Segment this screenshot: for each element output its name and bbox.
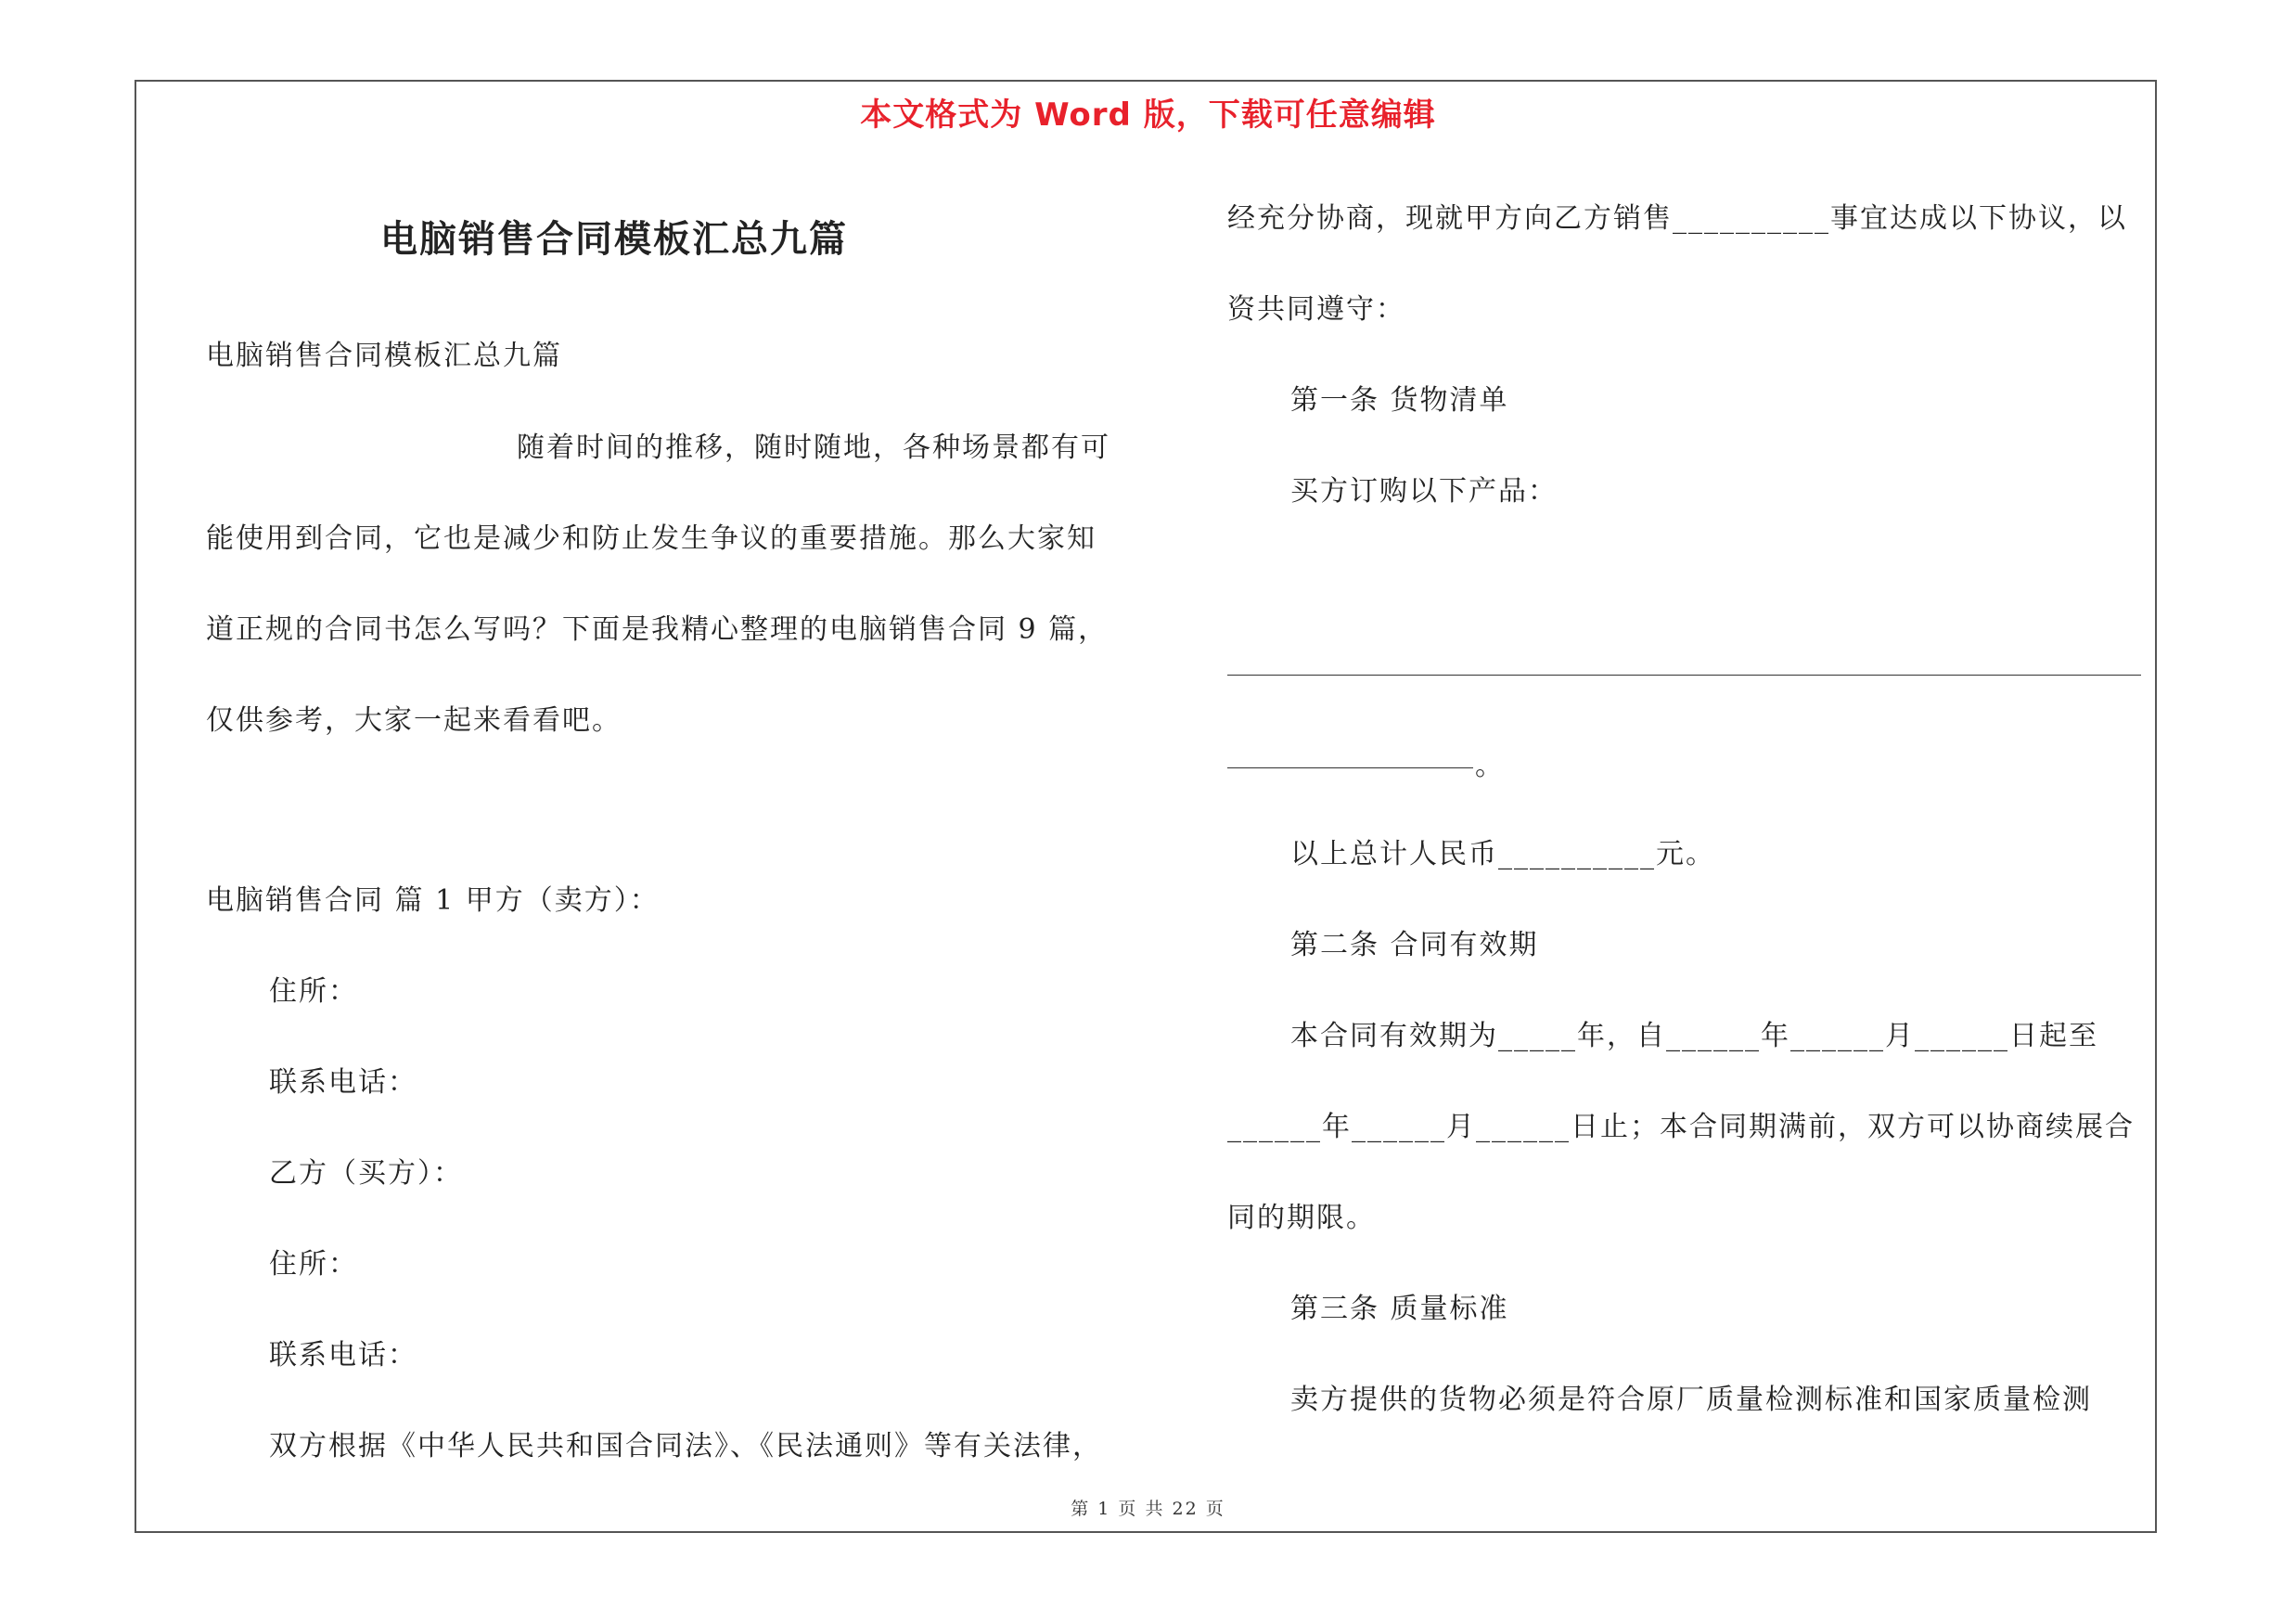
paragraph-line: 同的期限。	[1227, 1202, 1376, 1234]
clause-heading: 第一条 货物清单	[1290, 384, 1509, 417]
blank-line-end-mark: 。	[1475, 750, 1503, 782]
blank-fill-line	[1227, 675, 2141, 676]
editable-banner: 本文格式为 Word 版，下载可任意编辑	[860, 97, 1436, 134]
contract-heading-line: 电脑销售合同 篇 1 甲方（卖方）：	[206, 884, 660, 917]
paragraph-line: 资共同遵守：	[1227, 293, 1405, 326]
page-frame	[135, 80, 2157, 1533]
field-line-phone: 联系电话：	[269, 1339, 417, 1372]
paragraph-line: 经充分协商，现就甲方向乙方销售__________事宜达成以下协议，以	[1227, 202, 2127, 235]
paragraph-line: 双方根据《中华人民共和国合同法》、《民法通则》等有关法律，	[269, 1430, 1102, 1462]
paragraph-line: 能使用到合同，它也是减少和防止发生争议的重要措施。那么大家知	[206, 522, 1097, 555]
field-line-address: 住所：	[269, 975, 358, 1008]
paragraph-line: 仅供参考，大家一起来看看吧。	[206, 704, 622, 737]
document-title: 电脑销售合同模板汇总九篇	[380, 217, 848, 261]
paragraph-line: 本合同有效期为_____年，自______年______月______日起至	[1290, 1020, 2098, 1052]
clause-heading: 第二条 合同有效期	[1290, 929, 1539, 961]
paragraph-line: 以上总计人民币__________元。	[1290, 838, 1715, 870]
field-line-party-b: 乙方（买方）：	[269, 1157, 463, 1190]
field-line-phone: 联系电话：	[269, 1066, 417, 1099]
clause-heading: 第三条 质量标准	[1290, 1293, 1509, 1325]
blank-fill-line	[1227, 767, 1473, 768]
page-number-footer: 第 1 页 共 22 页	[1071, 1499, 1225, 1519]
paragraph-line: 买方订购以下产品：	[1290, 475, 1558, 508]
paragraph-line: 卖方提供的货物必须是符合原厂质量检测标准和国家质量检测	[1290, 1384, 2092, 1416]
paragraph-line: 道正规的合同书怎么写吗？下面是我精心整理的电脑销售合同 9 篇，	[206, 613, 1109, 646]
paragraph-line: ______年______月______日止；本合同期满前，双方可以协商续展合	[1227, 1111, 2135, 1143]
intro-title-line: 电脑销售合同模板汇总九篇	[206, 340, 562, 372]
paragraph-line: 随着时间的推移，随时随地，各种场景都有可	[517, 432, 1110, 464]
field-line-address: 住所：	[269, 1248, 358, 1281]
